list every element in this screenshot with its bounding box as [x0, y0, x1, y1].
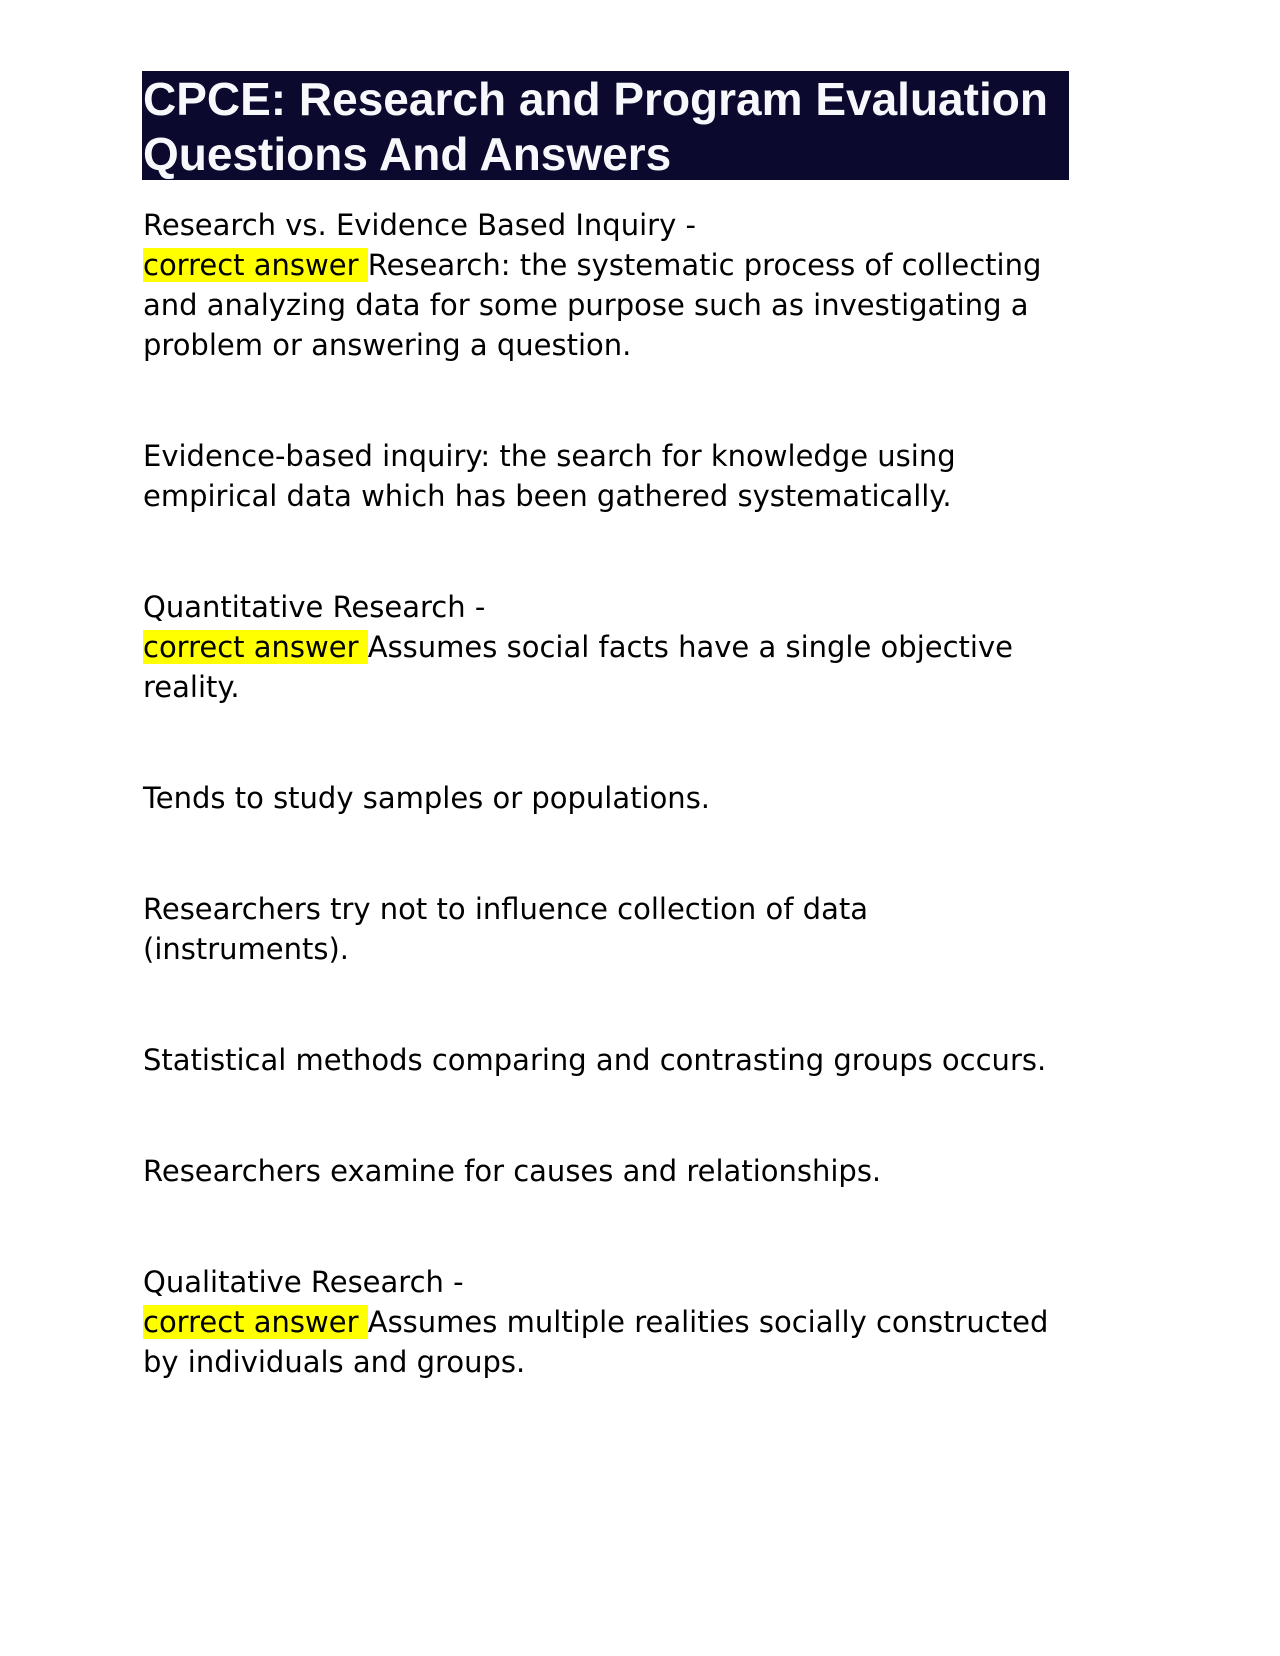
answer-text: Research: the systematic process of collecting and analyzing data for some purpose such as investigating a problem or answering a question.: [143, 248, 1042, 362]
paragraph-spacer: [143, 818, 1063, 889]
paragraph-spacer: [143, 516, 1063, 587]
question-text: Qualitative Research -: [143, 1265, 464, 1299]
question-text: Quantitative Research -: [143, 590, 486, 624]
title-banner: [142, 71, 1069, 180]
question-text: Research vs. Evidence Based Inquiry -: [143, 208, 696, 242]
qa-entry-research-vs-ebi: [143, 205, 1063, 365]
paragraph-spacer: [143, 365, 1063, 436]
document-title: CPCE: Research and Program Evaluation Questions And Answers: [143, 73, 1048, 180]
correct-answer-label: correct answer: [143, 248, 359, 282]
answer-text: Assumes multiple realities socially constructed by individuals and groups.: [143, 1305, 1049, 1379]
paragraph-spacer: [143, 707, 1063, 778]
paragraph-spacer: [143, 969, 1063, 1040]
answer-paragraph: Researchers examine for causes and relationships.: [143, 1154, 882, 1188]
answer-paragraph: Tends to study samples or populations.: [143, 781, 711, 815]
correct-answer-highlight: [143, 248, 368, 282]
qa-content: [143, 205, 1063, 1382]
qa-entry-qualitative-research: [143, 1262, 1063, 1382]
answer-paragraph: Researchers try not to influence collection of data (instruments).: [143, 892, 868, 966]
answer-paragraph: Statistical methods comparing and contrasting groups occurs.: [143, 1043, 1047, 1077]
correct-answer-label: correct answer: [143, 630, 359, 664]
answer-paragraph: Evidence-based inquiry: the search for knowledge using empirical data which has been gathered systematically.: [143, 439, 956, 513]
correct-answer-highlight: [143, 630, 368, 664]
paragraph-spacer: [143, 1080, 1063, 1151]
correct-answer-label: correct answer: [143, 1305, 359, 1339]
paragraph-spacer: [143, 1191, 1063, 1262]
answer-text: Assumes social facts have a single objective reality.: [143, 630, 1013, 704]
qa-entry-quantitative-research: [143, 587, 1063, 707]
correct-answer-highlight: [143, 1305, 368, 1339]
